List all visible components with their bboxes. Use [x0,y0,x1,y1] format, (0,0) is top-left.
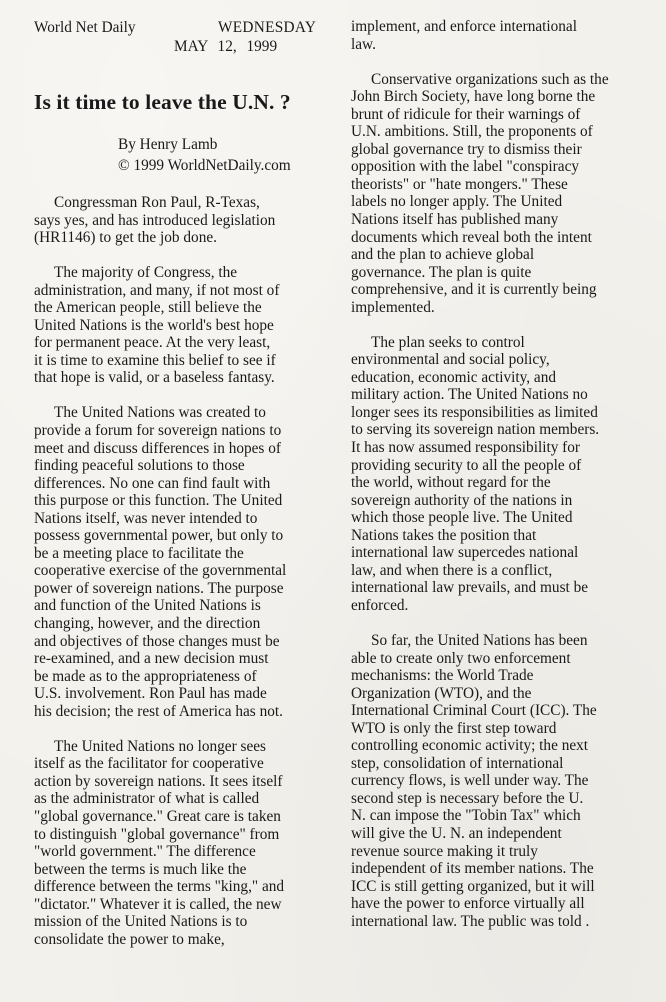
article-paragraph: Congressman Ron Paul, R-Texas, says yes, and has introduced legislation (HR1146) to get the job done. [34,194,276,247]
masthead-date: MAY 12, 1999 [174,38,278,55]
headline: Is it time to leave the U.N. ? [34,90,291,114]
article-paragraph: The plan seeks to control environmental and social policy, education, economic activity, and military action. The United Nations no longer sees its responsibilities as limited to serving its sovereign nation members. It has now assumed responsibility for providing security to all the people of the world, without regard for the sovereign authority of the nations in which those people live. The United Nations takes the position that international law supercedes national law, and when there is a conflict, international law prevails, and must be enforced. [351,333,600,614]
article-paragraph-continued: implement, and enforce international law. [351,18,577,53]
article-paragraph: Conservative organizations such as the John Birch Society, have long borne the brunt of ridicule for their warnings of U.N. ambitions. Still, the proponents of global governance try to dismiss their opposition with the label "conspiracy theorists" or "hate mongers." These labels no longer apply. The United Nations itself has published many documents which reveal both the intent and the plan to achieve global governance. The plan is quite comprehensive, and it is currently being implemented. [351,70,609,316]
article-paragraph: The majority of Congress, the administration, and many, if not most of the American people, still believe the United Nations is the world's best hope for permanent peace. At the very least, it is time to examine this belief to see if that hope is valid, or a baseless fantasy. [34,264,280,387]
left-column [34,12,334,948]
byline-author: By Henry Lamb [118,136,218,153]
article-paragraph: The United Nations was created to provide a forum for sovereign nations to meet and discuss differences in hopes of finding peaceful solutions to those differences. No one can find fault with this purpose or this function. The United Nations itself, was never intended to possess governmental power, but only to be a meeting place to facilitate the cooperative exercise of the governmental power of sovereign nations. The purpose and function of the United Nations is changing, however, and the direction and objectives of those changes must be re-examined, and a new decision must be made as to the appropriateness of U.S. involvement. Ron Paul has made his decision; the rest of America has not. [34,404,287,720]
article-paragraph: So far, the United Nations has been able to create only two enforcement mechanisms: the World Trade Organization (WTO), and the International Criminal Court (ICC). The WTO is only the first step toward controlling economic activity; the next step, consolidation of international currency flows, is well under way. The second step is necessary before the U. N. can impose the "Tobin Tax" which will give the U. N. an independent revenue source making it truly independent of its member nations. The ICC is still getting organized, but it will have the power to enforce virtually all international law. The public was told . [351,632,597,930]
masthead [34,12,334,55]
masthead-day: WEDNESDAY [218,19,317,36]
masthead-paper-name: World Net Daily [34,19,136,36]
byline-copyright: © 1999 WorldNetDaily.com [118,157,291,174]
article-paragraph: The United Nations no longer sees itself as the facilitator for cooperative action by sovereign nations. It sees itself as the administrator of what is called "global governance." Great care is taken to distinguish "global governance" from "world government." The difference between the terms is much like the difference between the terms "king," and "dictator." Whatever it is called, the new mission of the United Nations is to consolidate the power to make, [34,737,285,948]
right-column [351,12,651,930]
byline [34,134,334,176]
